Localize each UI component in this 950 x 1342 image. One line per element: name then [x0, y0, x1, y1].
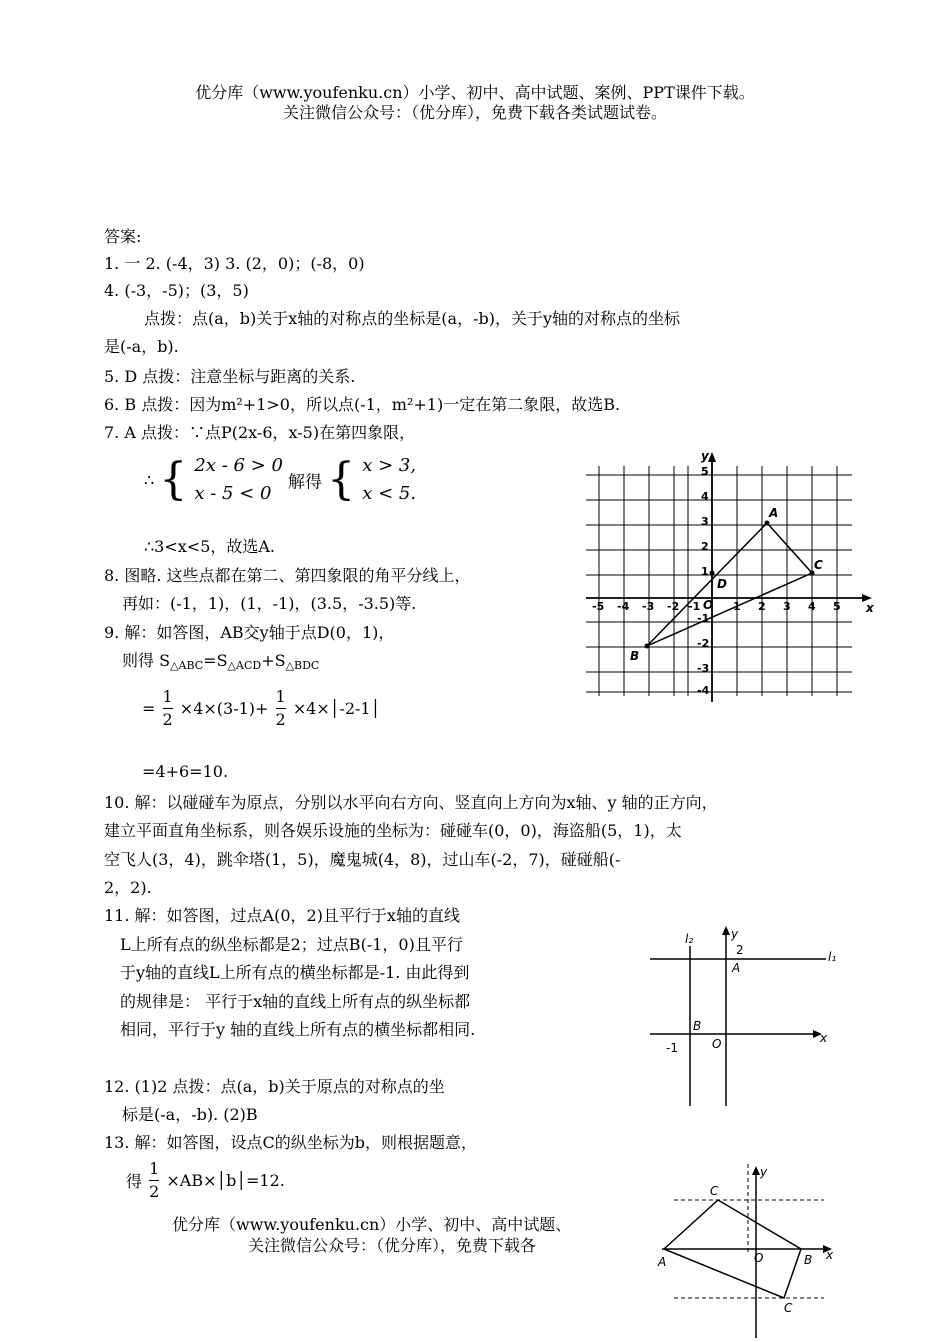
system-1-row-1: 2x - 6 > 0 — [194, 455, 283, 476]
answer-13: 13. 解：如答图，设点C的纵坐标为b，则根据题意， — [104, 1133, 478, 1152]
answer-9-calc — [142, 686, 380, 731]
calc-mid: ×4×(3-1)+ — [179, 699, 269, 718]
calc-end: ×4×│-2-1│ — [292, 699, 381, 718]
answer-4-hint: 点拨：点(a，b)关于x轴的对称点的坐标是(a，-b)，关于y轴的对称点的坐标 — [144, 309, 681, 328]
header-line-2: 关注微信公众号：（优分库），免费下载各类试题试卷。 — [282, 103, 667, 122]
footer-line-2: 关注微信公众号：（优分库），免费下载各 — [248, 1236, 537, 1255]
y-tick: -4 — [697, 684, 710, 697]
answer-11-cont-2: 于y轴的直线L上所有点的横坐标都是-1. 由此得到 — [120, 963, 470, 982]
label-a: A — [769, 506, 779, 520]
y-axis-label: y — [760, 1165, 768, 1179]
answer-11-cont-3: 的规律是： 平行于x轴的直线上所有点的纵坐标都 — [120, 992, 471, 1011]
answer-4-hint-cont: 是(-a，b). — [104, 337, 179, 356]
answer-8: 8. 图略. 这些点都在第二、第四象限的角平分线上， — [104, 566, 471, 585]
answer-8-cont: 再如：(-1，1)，(1，-1)，(3.5，-3.5)等. — [122, 594, 417, 613]
x-tick: 4 — [808, 600, 816, 613]
system-1 — [194, 452, 283, 508]
system-2 — [362, 452, 416, 508]
x-tick: 3 — [783, 600, 791, 613]
x-axis-label: x — [826, 1248, 834, 1262]
frac-den: 2 — [275, 710, 286, 729]
system-1-row-2: x - 5 < 0 — [194, 483, 272, 504]
label-a: A — [658, 1255, 667, 1269]
frac-num: 1 — [149, 1158, 159, 1181]
frac-den: 2 — [162, 710, 173, 729]
answer-12-cont: 标是(-a，-b). (2)B — [122, 1105, 258, 1124]
y-tick: -2 — [697, 637, 710, 650]
answer-10-cont-1: 建立平面直角坐标系，则各娱乐设施的坐标为：碰碰车(0，0)，海盗船(5，1)，太 — [104, 821, 682, 840]
x-tick: -5 — [592, 600, 605, 613]
l2-label: l₂ — [685, 932, 694, 946]
frac-den: 2 — [149, 1182, 160, 1201]
point-a — [765, 521, 770, 526]
point-b — [645, 644, 650, 649]
y-value-2: 2 — [736, 943, 744, 957]
x-value-neg-1: -1 — [666, 1041, 678, 1055]
system-2-row-2: x < 5. — [362, 483, 417, 504]
area-sub-bdc: △BDC — [285, 659, 320, 672]
origin-label: O — [703, 598, 714, 612]
answer-10-cont-3: 2，2). — [104, 878, 152, 897]
y-axis-arrow — [722, 926, 730, 935]
y-axis-label: y — [701, 452, 709, 463]
answers-title: 答案: — [104, 227, 142, 246]
x-tick: -4 — [617, 600, 630, 613]
figure-quadrilateral — [654, 1162, 854, 1342]
label-d: D — [717, 577, 727, 591]
header-line-1: 优分库（www.youfenku.cn）小学、初中、高中试题、案例、PPT课件下载。 — [195, 83, 755, 102]
formula-pre: 得 — [126, 1172, 143, 1191]
frac-num: 1 — [276, 686, 286, 709]
frac-num: 1 — [163, 686, 173, 709]
figure-parallel-lines — [646, 926, 846, 1110]
inequality-system — [144, 452, 416, 508]
origin-label: O — [712, 1037, 722, 1051]
y-tick: 1 — [701, 565, 709, 578]
label-c: C — [814, 558, 823, 572]
x-axis-label: x — [866, 601, 874, 615]
area-plus: +S — [261, 651, 286, 670]
area-sub-acd: △ACD — [227, 659, 262, 672]
origin-label: O — [754, 1251, 764, 1265]
x-tick: -3 — [642, 600, 655, 613]
fraction-half-3 — [149, 1158, 159, 1203]
answer-11-cont-1: L上所有点的纵坐标都是2；过点B(-1，0)且平行 — [120, 935, 463, 954]
y-tick: -1 — [697, 612, 710, 625]
x-tick: -1 — [688, 600, 701, 613]
answer-9-result: =4+6=10. — [142, 762, 229, 781]
answer-1-3: 1. 一 2. (-4，3) 3. (2，0)；(-8，0) — [104, 254, 365, 273]
solve-label: 解得 — [288, 472, 323, 493]
area-eq: =S — [203, 651, 228, 670]
y-tick: 5 — [701, 465, 709, 478]
label-c-top: C — [710, 1184, 719, 1198]
answer-10: 10. 解：以碰碰车为原点，分别以水平向右方向、竖直向上方向为x轴、y 轴的正方向， — [104, 793, 718, 812]
fraction-half — [163, 686, 173, 731]
formula-post: ×AB×│b│=12. — [166, 1171, 285, 1190]
label-b: B — [804, 1253, 813, 1267]
y-axis-arrow — [752, 1166, 760, 1175]
footer-line-1: 优分库（www.youfenku.cn）小学、初中、高中试题、 — [172, 1215, 572, 1234]
y-axis-arrow — [708, 452, 716, 462]
l1-label: l₁ — [828, 950, 837, 964]
y-tick: -3 — [697, 662, 710, 675]
answer-12: 12. (1)2 点拨：点(a，b)关于原点的对称点的坐 — [104, 1077, 445, 1096]
area-text: 则得 S — [122, 651, 171, 670]
answer-11-cont-4: 相同，平行于y 轴的直线上所有点的横坐标都相同. — [120, 1020, 476, 1039]
answer-10-cont-2: 空飞人(3，4)，跳伞塔(1，5)，魔鬼城(4，8)，过山车(-2，7)，碰碰船(- — [104, 850, 621, 869]
y-tick: 2 — [701, 540, 709, 553]
y-axis-label: y — [731, 927, 739, 941]
answer-11: 11. 解：如答图，过点A(0，2)且平行于x轴的直线 — [104, 906, 460, 925]
x-tick: 5 — [833, 600, 841, 613]
answer-9: 9. 解：如答图，AB交y轴于点D(0，1)， — [104, 623, 395, 642]
answer-7-conclusion: ∴3<x<5，故选A. — [144, 537, 276, 556]
x-tick: -2 — [667, 600, 680, 613]
point-d — [710, 571, 715, 576]
calc-eq: = — [142, 699, 156, 718]
answer-7: 7. A 点拨：∵点P(2x-6，x-5)在第四象限， — [104, 423, 416, 442]
answer-4: 4. (-3，-5)；(3，5) — [104, 281, 249, 300]
answer-5: 5. D 点拨：注意坐标与距离的关系. — [104, 367, 356, 386]
answer-9-area — [122, 648, 319, 672]
y-tick: 3 — [701, 515, 709, 528]
fraction-half-2 — [276, 686, 286, 731]
point-a-label: A — [732, 961, 741, 975]
area-sub-abc: △ABC — [170, 659, 204, 672]
therefore-symbol: ∴ — [144, 470, 155, 490]
system-2-row-1: x > 3, — [362, 455, 417, 476]
left-brace: { — [159, 454, 188, 505]
point-b-label: B — [693, 1019, 702, 1033]
label-c-bottom: C — [784, 1301, 793, 1315]
y-tick: 4 — [701, 490, 709, 503]
figure-triangle-abc-grid — [584, 452, 880, 710]
left-brace-2: { — [327, 454, 356, 505]
x-tick: 2 — [758, 600, 766, 613]
answer-6: 6. B 点拨：因为m²+1>0，所以点(-1，m²+1)一定在第二象限，故选B. — [104, 395, 621, 414]
x-tick: 1 — [733, 600, 741, 613]
label-b: B — [630, 649, 640, 663]
answer-13-formula — [126, 1158, 285, 1203]
x-axis-label: x — [820, 1031, 828, 1045]
